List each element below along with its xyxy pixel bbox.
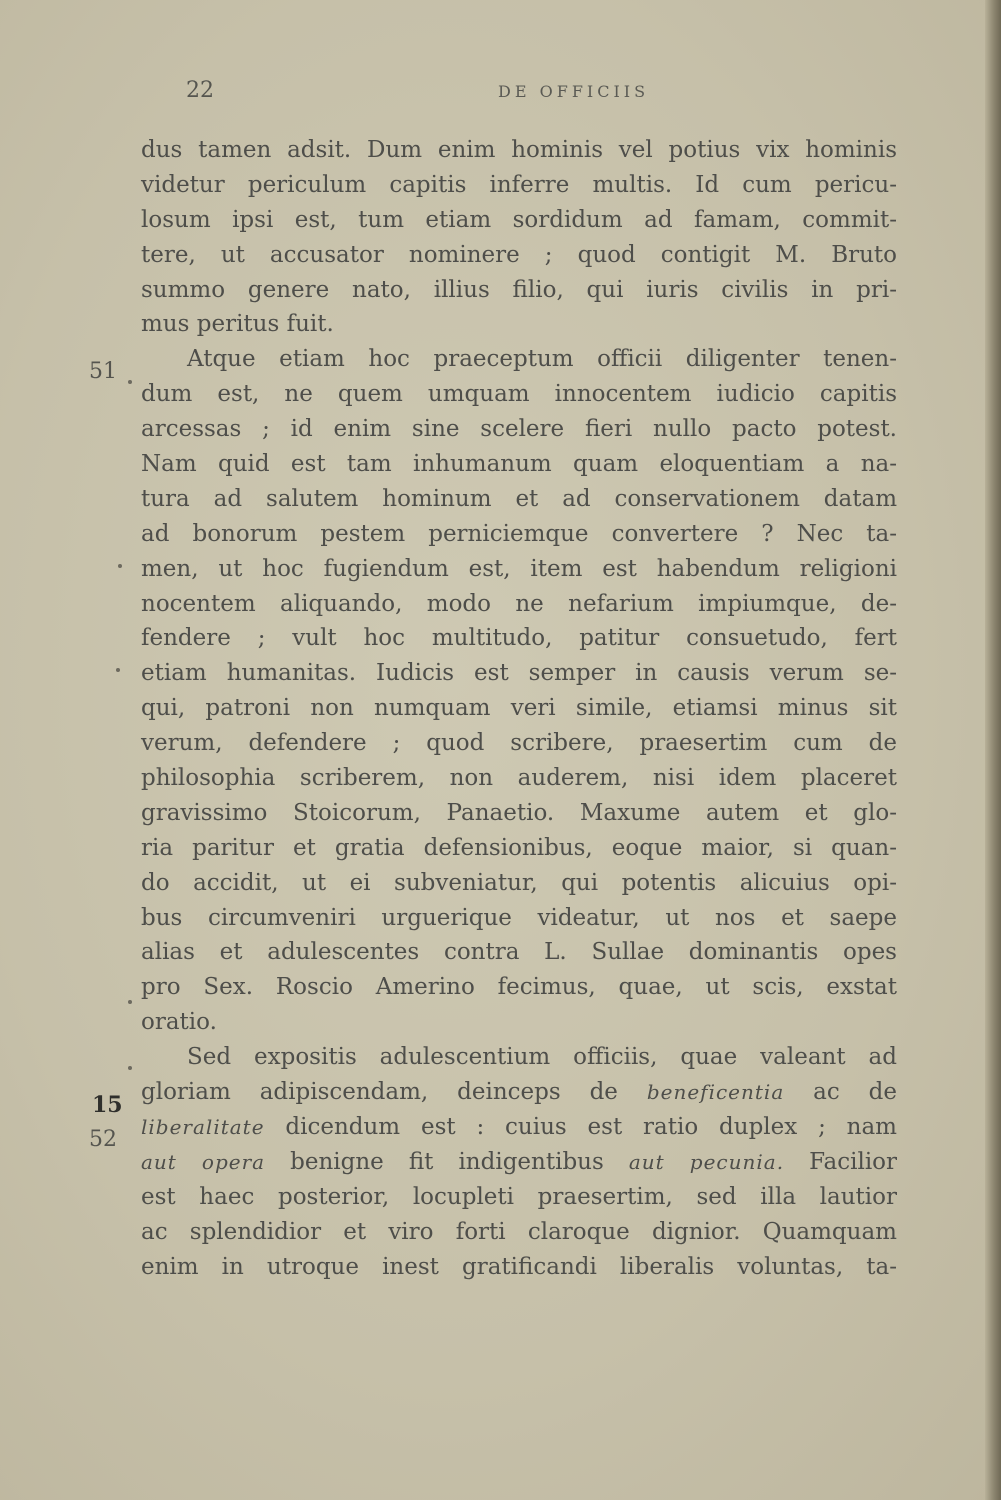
italic-term-beneficentia: beneficentia — [646, 1080, 785, 1105]
text-line — [141, 1075, 897, 1110]
text-segment: dicendum est : cuius est ratio duplex ; nam — [285, 1113, 897, 1140]
text-line — [141, 1110, 897, 1145]
text-line: pro Sex. Roscio Amerino fecimus, quae, ut scis, exstat — [141, 974, 897, 1001]
text-line: summo genere nato, illius filio, qui iuris civilis in pri- — [141, 276, 897, 303]
text-line: philosophia scriberem, non auderem, nisi idem placeret — [141, 765, 897, 792]
text-segment: Facilior — [809, 1148, 898, 1175]
margin-dot — [128, 1000, 132, 1004]
page-number: 22 — [186, 78, 214, 103]
text-line: ad bonorum pestem perniciemque convertere ? Nec ta- — [141, 520, 897, 547]
margin-dot — [116, 668, 120, 672]
body-text — [141, 133, 897, 1284]
margin-dot — [128, 380, 132, 384]
text-line: do accidit, ut ei subveniatur, qui potentis alicuius opi- — [141, 869, 897, 896]
text-line: dum est, ne quem umquam innocentem iudicio capitis — [141, 381, 897, 408]
text-line: fendere ; vult hoc multitudo, patitur consuetudo, fert — [141, 625, 897, 652]
text-line: Nam quid est tam inhumanum quam eloquentiam a na- — [141, 451, 897, 478]
text-line: ac splendidior et viro forti claroque dignior. Quamquam — [141, 1218, 897, 1245]
margin-dot — [118, 564, 122, 568]
italic-term-liberalitate: liberalitate — [141, 1114, 265, 1139]
margin-dot — [128, 1066, 132, 1070]
text-line: tura ad salutem hominum et ad conservationem datam — [141, 485, 897, 512]
text-line: etiam humanitas. Iudicis est semper in causis verum se- — [141, 660, 897, 687]
text-line: verum, defendere ; quod scribere, praesertim cum de — [141, 730, 897, 757]
page-header — [0, 78, 1001, 108]
text-line: enim in utroque inest gratificandi liberalis voluntas, ta- — [141, 1253, 897, 1280]
text-line: Atque etiam hoc praeceptum officii diligenter tenen- — [187, 346, 897, 373]
running-title: DE OFFICIIS — [498, 82, 650, 101]
section-number-52: 52 — [89, 1127, 117, 1152]
italic-term-aut-pecunia: aut pecunia. — [628, 1149, 785, 1174]
section-number-51: 51 — [89, 359, 117, 384]
text-line: bus circumveniri urguerique videatur, ut nos et saepe — [141, 904, 897, 931]
italic-term-aut-opera: aut opera — [141, 1149, 266, 1174]
text-segment: gloriam adipiscendam, deinceps de — [141, 1079, 618, 1106]
text-segment: benigne fit indigentibus — [290, 1148, 604, 1175]
text-line: oratio. — [141, 1009, 217, 1036]
text-line: Sed expositis adulescentium officiis, quae valeant ad — [187, 1044, 897, 1071]
text-line: tere, ut accusator nominere ; quod contigit M. Bruto — [141, 241, 897, 268]
text-line: men, ut hoc fugiendum est, item est habendum religioni — [141, 555, 897, 582]
text-line: losum ipsi est, tum etiam sordidum ad famam, commit- — [141, 206, 897, 233]
text-line: est haec posterior, locupleti praesertim, sed illa lautior — [141, 1183, 897, 1210]
text-line — [141, 1145, 897, 1180]
text-line: gravissimo Stoicorum, Panaetio. Maxume autem et glo- — [141, 799, 897, 826]
text-line: qui, patroni non numquam veri simile, etiamsi minus sit — [141, 695, 897, 722]
text-line: dus tamen adsit. Dum enim hominis vel potius vix hominis — [141, 137, 897, 163]
text-segment: ac de — [813, 1079, 897, 1106]
page-edge-shadow — [985, 0, 1001, 1500]
text-line: videtur periculum capitis inferre multis. Id cum pericu- — [141, 171, 897, 198]
text-line: nocentem aliquando, modo ne nefarium impiumque, de- — [141, 590, 897, 617]
text-line: ria paritur et gratia defensionibus, eoque maior, si quan- — [141, 834, 897, 861]
chapter-number-15: 15 — [92, 1092, 123, 1118]
text-line: alias et adulescentes contra L. Sullae dominantis opes — [141, 939, 897, 966]
text-line: arcessas ; id enim sine scelere fieri nullo pacto potest. — [141, 416, 897, 443]
text-line: mus peritus fuit. — [141, 311, 334, 338]
